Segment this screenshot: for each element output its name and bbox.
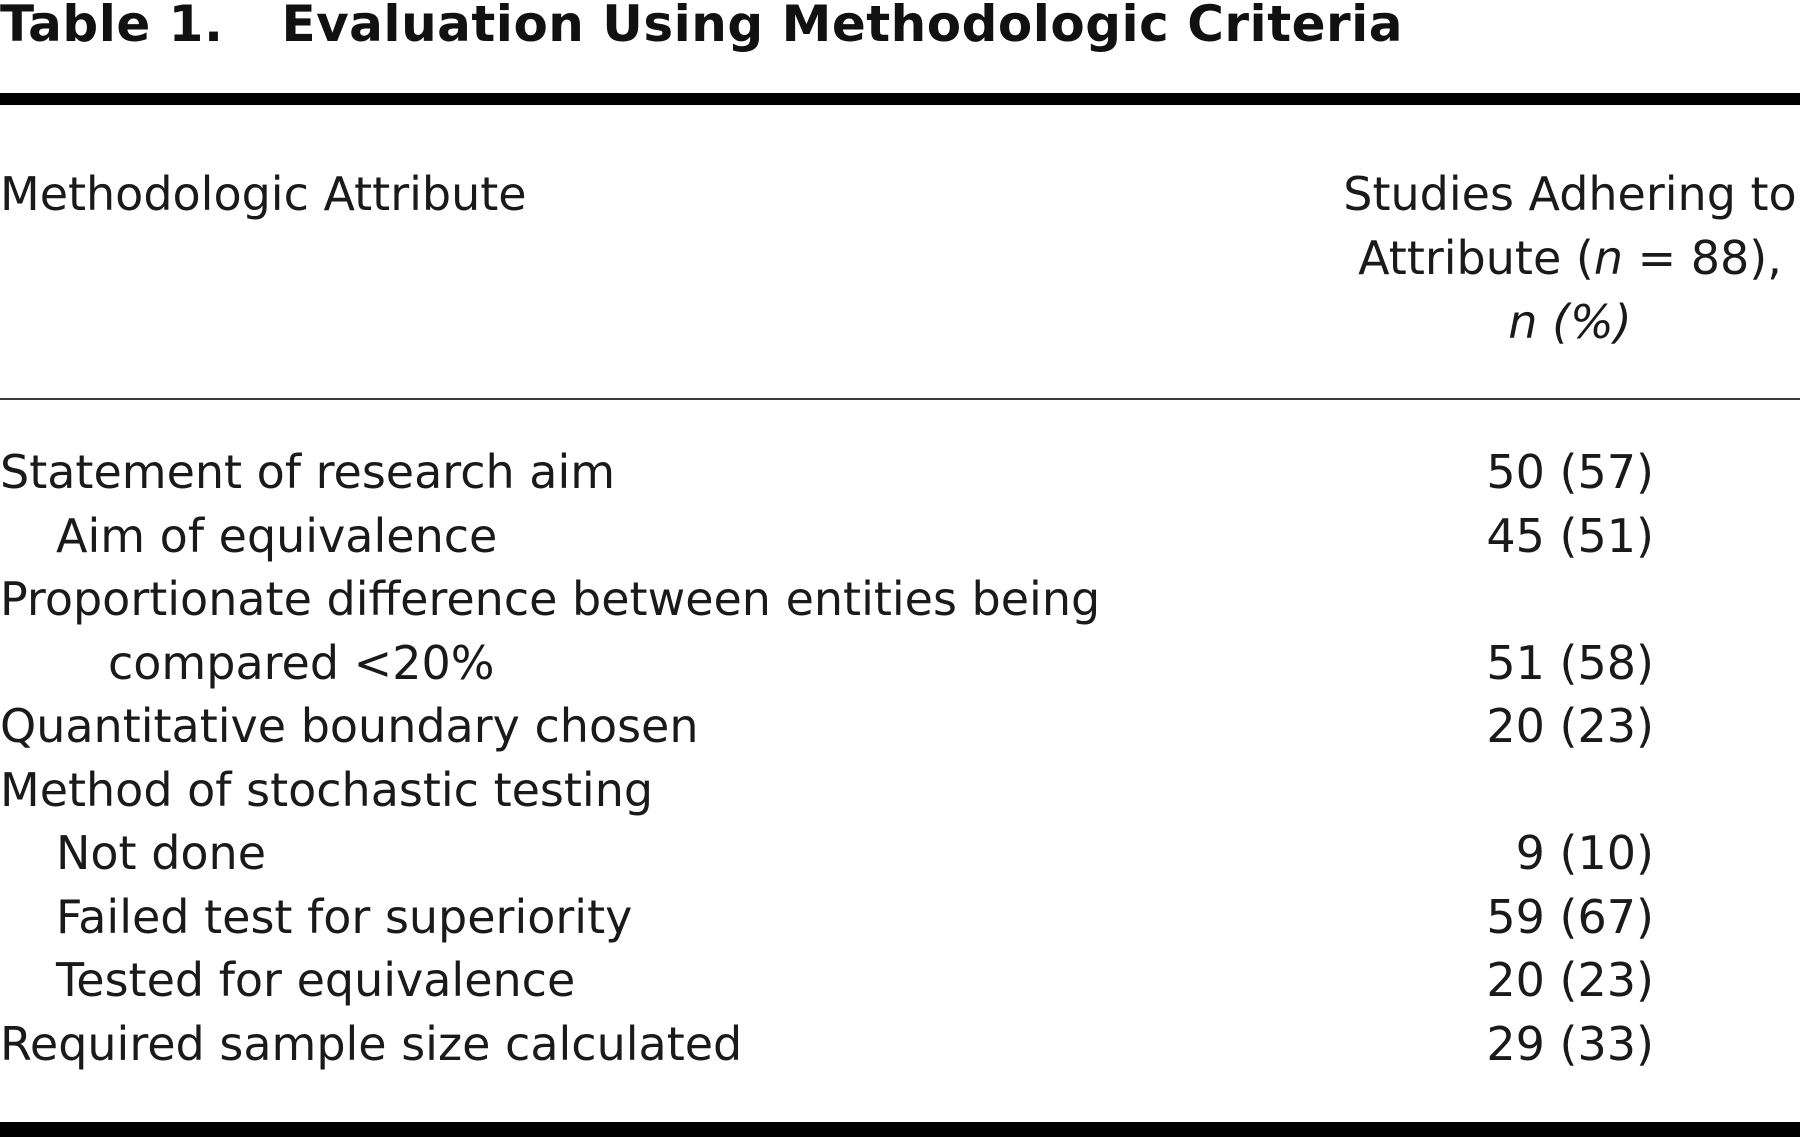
- row-label: Method of stochastic testing: [0, 762, 654, 817]
- column-header-studies-line2: [1310, 226, 1800, 290]
- column-header-studies-line3: [1310, 290, 1800, 354]
- row-value: 45 (51): [1486, 508, 1654, 563]
- table-row: [0, 822, 1800, 886]
- top-rule: [0, 93, 1800, 105]
- row-value: 29 (33): [1486, 1016, 1654, 1071]
- table-title-text: Evaluation Using Methodologic Criteria: [281, 0, 1404, 53]
- row-label: Required sample size calculated: [0, 1016, 743, 1071]
- column-header-studies: [1310, 162, 1800, 354]
- column-header-attribute: Methodologic Attribute: [0, 167, 527, 221]
- bottom-rule: [0, 1122, 1800, 1137]
- row-label: Not done: [56, 826, 267, 880]
- table-row: [0, 441, 1800, 505]
- table-row: [0, 886, 1800, 950]
- header-line2-italic: n: [1593, 231, 1623, 285]
- header-line2-pre: Attribute (: [1358, 231, 1594, 285]
- table-row: [0, 505, 1800, 569]
- header-line3-italic: n (%): [1508, 295, 1632, 349]
- header-line2-post: = 88),: [1622, 231, 1782, 285]
- header-rule: [0, 398, 1800, 400]
- row-value: 20 (23): [1486, 953, 1654, 1007]
- row-value: 50 (57): [1486, 445, 1654, 499]
- row-label: Statement of research aim: [0, 445, 616, 499]
- table-body: [0, 441, 1800, 1076]
- column-header-studies-line1: Studies Adhering to: [1343, 167, 1797, 221]
- row-label: Proportionate difference between entities being: [0, 572, 1101, 626]
- table-title: [0, 0, 1403, 54]
- table-row: [0, 759, 1800, 823]
- row-value: 51 (58): [1486, 635, 1654, 690]
- row-value: 59 (67): [1486, 889, 1654, 944]
- row-label: Aim of equivalence: [56, 508, 498, 563]
- row-value: 20 (23): [1486, 699, 1654, 753]
- table-row: [0, 1013, 1800, 1077]
- row-label: compared <20%: [108, 635, 495, 690]
- row-value: 9 (10): [1515, 826, 1654, 880]
- table-row: [0, 568, 1800, 632]
- table-row: [0, 632, 1800, 696]
- row-label: Tested for equivalence: [56, 953, 576, 1007]
- row-label: Quantitative boundary chosen: [0, 699, 699, 753]
- table-row: [0, 695, 1800, 759]
- table-row: [0, 949, 1800, 1013]
- table-number: Table 1.: [0, 0, 224, 53]
- row-label: Failed test for superiority: [56, 889, 633, 944]
